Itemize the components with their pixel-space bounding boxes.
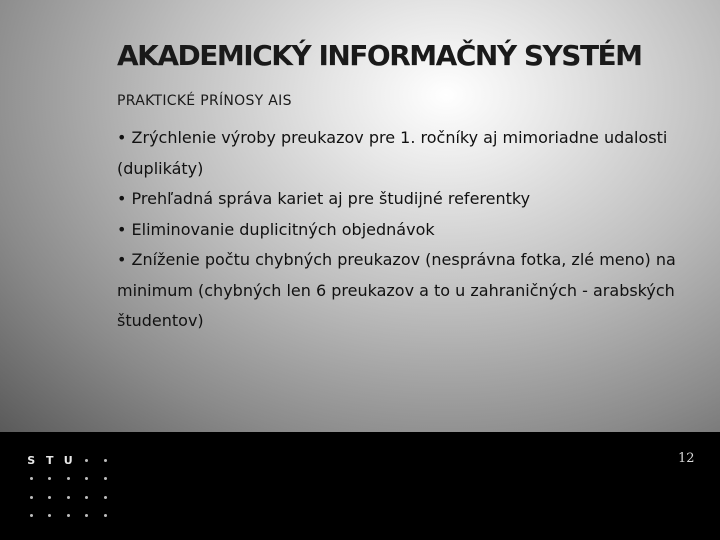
page-number: 12 (678, 451, 695, 466)
slide-title: AKADEMICKÝ INFORMAČNÝ SYSTÉM (117, 39, 642, 72)
logo-dot (41, 514, 60, 517)
logo-dot (22, 477, 41, 480)
logo-dot (96, 459, 115, 462)
stu-logo (22, 451, 115, 525)
logo-dot (59, 477, 78, 480)
slide-subtitle: PRAKTICKÉ PRÍNOSY AIS (117, 93, 292, 109)
logo-dot (78, 459, 97, 462)
logo-letter: S (27, 453, 36, 467)
logo-dot (59, 496, 78, 499)
bullet-item: • Zníženie počtu chybných preukazov (nesprávna fotka, zlé meno) na minimum (chybných len 6 preukazov a to u zahraničných - arabských študentov) (117, 250, 676, 330)
logo-dot (41, 496, 60, 499)
bullet-item: • Zrýchlenie výroby preukazov pre 1. ročníky aj mimoriadne udalosti (duplikáty) (117, 128, 668, 178)
logo-letter: U (63, 453, 73, 467)
logo-dot (22, 514, 41, 517)
bullet-list (117, 123, 677, 337)
logo-letter: T (45, 453, 54, 467)
logo-dot (78, 514, 97, 517)
logo-dot (78, 477, 97, 480)
logo-dot (96, 496, 115, 499)
logo-dot (96, 477, 115, 480)
logo-dot (59, 514, 78, 517)
logo-dot (78, 496, 97, 499)
bullet-item: • Eliminovanie duplicitných objednávok (117, 219, 435, 239)
bullet-item: • Prehľadná správa kariet aj pre študijné referentky (117, 189, 531, 208)
logo-dot (22, 496, 41, 499)
logo-dot (41, 477, 60, 480)
logo-dot (96, 514, 115, 517)
